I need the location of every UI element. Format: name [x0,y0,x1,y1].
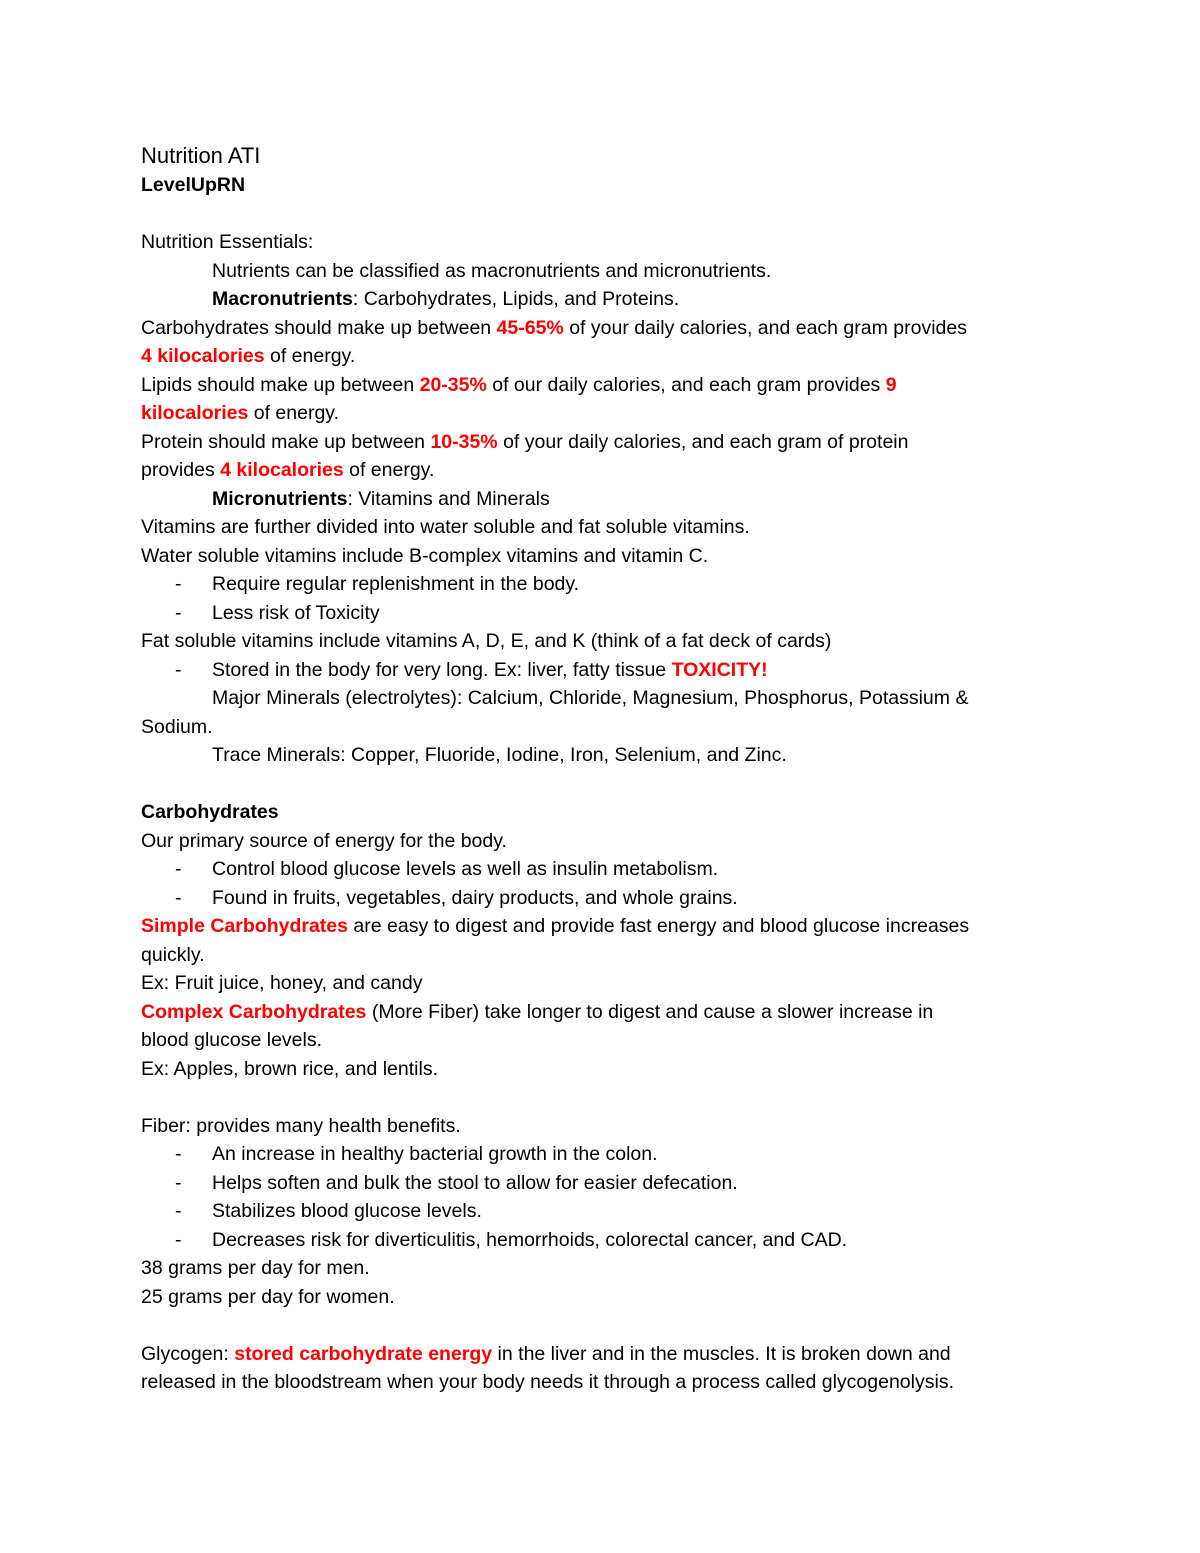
fiber-men: 38 grams per day for men. [141,1257,370,1279]
list-item: - Decreases risk for diverticulitis, hemorrhoids, colorectal cancer, and CAD. [175,1228,848,1251]
simple-carbs-label: Simple Carbohydrates [141,915,348,937]
macronutrients-line: Macronutrients: Carbohydrates, Lipids, and Proteins. [212,288,680,310]
water-soluble-line: Water soluble vitamins include B-complex vitamins and vitamin C. [141,544,709,567]
glycogen-highlight: stored carbohydrate energy [234,1342,493,1365]
list-item: - Found in fruits, vegetables, dairy products, and whole grains. [175,886,738,909]
macronutrients-label: Macronutrients [212,288,353,310]
essentials-heading: Nutrition Essentials: [141,231,314,253]
vitamins-divided: Vitamins are further divided into water soluble and fat soluble vitamins. [141,516,750,538]
fat-soluble-line: Fat soluble vitamins include vitamins A, D, E, and K (think of a fat deck of cards) [141,630,832,652]
list-item: - Control blood glucose levels as well as insulin metabolism. [175,858,719,880]
carbohydrates-heading: Carbohydrates [141,801,279,823]
list-item: - Less risk of Toxicity [175,601,380,624]
trace-minerals-line: Trace Minerals: Copper, Fluoride, Iodine, Iron, Selenium, and Zinc. [212,744,787,766]
list-item: - Stored in the body for very long. Ex: liver, fatty tissue TOXICITY! [175,658,768,681]
lipid-paragraph: Lipids should make up between 20-35% of our daily calories, and each gram provides 9 [141,373,897,396]
carb-kcal: 4 kilocalories [141,345,265,367]
simple-carbs-paragraph: Simple Carbohydrates are easy to digest and provide fast energy and blood glucose increases [141,915,970,937]
protein-paragraph: Protein should make up between 10-35% of your daily calories, and each gram of protein [141,430,909,453]
document-page: Nutrition ATI LevelUpRN Nutrition Essentials: Nutrients can be classified as macronutrients and micronutrients. Macronutrients: Carbohydrates, Lipids, and Proteins. Carbohydrates should make up between 45-65% of your daily calories, and each gram provides 4 kilocalories of energy. Lipids should make up between 20-35% of our daily calories, and each gram provides 9 kilocalories of energy. Protein should make up between 10-35% of your daily calories, and each gram of protein provides 4 kilocalories of energy. Micronutrients: Vitamins and Minerals Vitamins are further divided into water soluble and fat soluble vitamins. Water soluble vitamins include B-complex vitamins and vitamin C. - Require regular replenishment in the body. - Less risk of Toxicity Fat soluble vitamins include vitamins A, D, E, and K (think of a fat deck of cards) - Stored in the body for very long. Ex: liver, fatty tissue TOXICITY! Major Minerals (electrolytes): Calcium, Chloride, Magnesium, Phosphorus, Potassium & Sodium. Trace Minerals: Copper, Fluoride, Iodine, Iron, Selenium, and Zinc. Carbohydrates Our primary source of energy for the body. - Control blood glucose levels as well as insulin metabolism. - Found in fruits, vegetables, dairy products, and whole grains. Simple Carbohydrates are easy to digest and provide fast energy and blood glucose increases quickly. Ex: Fruit juice, honey, and candy Complex Carbohydrates (More Fiber) take longer to digest and cause a slower increase in blood glucose levels. Ex: Apples, brown rice, and lentils. Fiber: provides many health benefits. - An increase in healthy bacterial growth in the colon. - Helps soften and bulk the stool to allow for easier defecation. - Stabilizes blood glucose levels. - Decreases risk for diverticulitis, hemorrhoids, colorectal cancer, and CAD. 38 grams per day for men. 25 grams per day for women. Glycogen: stored carbohydrate energy in the liver and in the muscles. It is broken down and released in the bloodstream when your body needs it through a process called glycogenolysis. [141,141,1071,1397]
lipid-percent: 20-35% [419,373,487,396]
micronutrients-line: Micronutrients: Vitamins and Minerals [212,487,550,510]
micronutrients-label: Micronutrients [212,487,348,510]
complex-carbs-example: Ex: Apples, brown rice, and lentils. [141,1057,438,1080]
toxicity-warning: TOXICITY! [671,658,768,681]
carb-primary: Our primary source of energy for the body. [141,829,507,852]
protein-kcal: 4 kilocalories [220,459,344,481]
lipid-kcal: kilocalories [141,402,249,424]
fiber-heading: Fiber: provides many health benefits. [141,1114,461,1137]
major-minerals-line: Major Minerals (electrolytes): Calcium, Chloride, Magnesium, Phosphorus, Potassium & [212,687,969,709]
document-title: Nutrition ATI [141,143,261,168]
list-item: - An increase in healthy bacterial growth in the colon. [175,1143,658,1165]
protein-percent: 10-35% [430,430,498,453]
list-item: - Helps soften and bulk the stool to allow for easier defecation. [175,1171,738,1194]
glycogen-paragraph: Glycogen: stored carbohydrate energy in the liver and in the muscles. It is broken down and [141,1342,951,1365]
fiber-women: 25 grams per day for women. [141,1285,395,1308]
essentials-intro: Nutrients can be classified as macronutrients and micronutrients. [212,259,772,282]
simple-carbs-example: Ex: Fruit juice, honey, and candy [141,972,423,994]
list-item: - Require regular replenishment in the body. [175,573,580,595]
complex-carbs-label: Complex Carbohydrates [141,1000,367,1023]
document-subtitle: LevelUpRN [141,174,246,196]
carb-paragraph: Carbohydrates should make up between 45-65% of your daily calories, and each gram provides [141,316,967,339]
carb-percent: 45-65% [496,316,564,339]
list-item: - Stabilizes blood glucose levels. [175,1200,482,1222]
complex-carbs-paragraph: Complex Carbohydrates (More Fiber) take longer to digest and cause a slower increase in [141,1000,934,1023]
